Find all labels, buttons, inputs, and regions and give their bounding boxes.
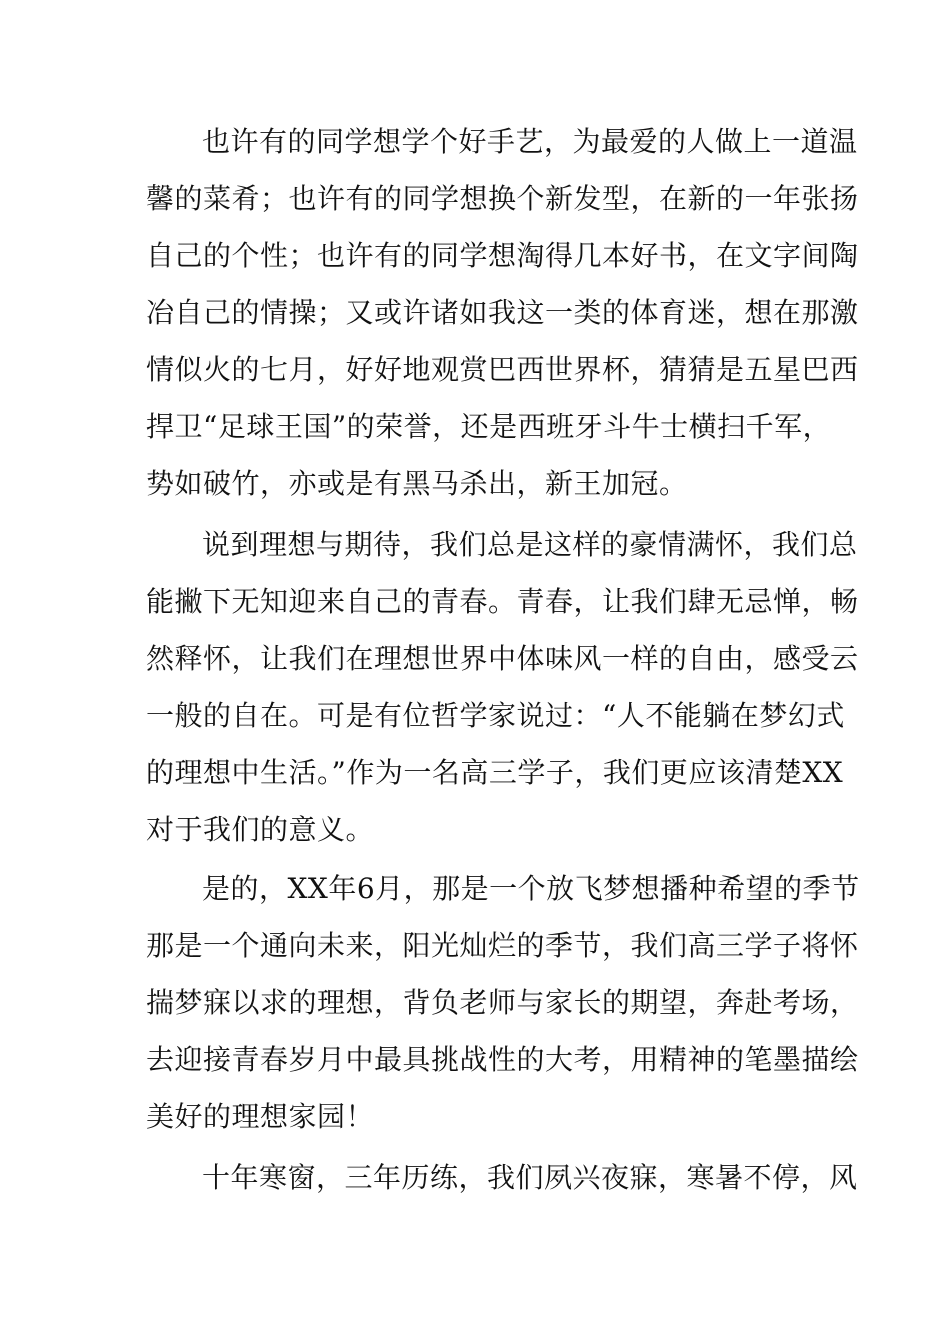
- paragraph-1-line-1: 也许有的同学想学个好手艺，为最爱的人做上一道温: [202, 125, 858, 158]
- paragraph-1-line-7: 势如破竹，亦或是有黑马杀出，新王加冠。: [146, 467, 688, 500]
- paragraph-2-line-6: 对于我们的意义。: [146, 813, 375, 846]
- paragraph-2-line-5: 的理想中生活。”作为一名高三学子，我们更应该清楚XX: [146, 756, 844, 789]
- paragraph-3-line-1: 是的，XX年6月，那是一个放飞梦想播种希望的季节: [202, 872, 860, 905]
- paragraph-3-line-2: 那是一个通向未来，阳光灿烂的季节，我们高三学子将怀: [146, 929, 859, 962]
- paragraph-4-line-1: 十年寒窗，三年历练，我们夙兴夜寐，寒暑不停，风: [202, 1161, 858, 1194]
- paragraph-2-line-2: 能撇下无知迎来自己的青春。青春，让我们肆无忌惮，畅: [146, 585, 859, 618]
- paragraph-1-line-5: 情似火的七月，好好地观赏巴西世界杯，猜猜是五星巴西: [146, 353, 859, 386]
- paragraph-3-line-3: 揣梦寐以求的理想，背负老师与家长的期望，奔赴考场，: [146, 986, 859, 1019]
- paragraph-1-line-4: 冶自己的情操；又或许诸如我这一类的体育迷，想在那激: [146, 296, 859, 329]
- paragraph-1-line-2: 馨的菜肴；也许有的同学想换个新发型，在新的一年张扬: [146, 182, 859, 215]
- paragraph-2-line-1: 说到理想与期待，我们总是这样的豪情满怀，我们总: [202, 528, 858, 561]
- paragraph-3-line-5: 美好的理想家园！: [146, 1100, 375, 1133]
- paragraph-3-line-4: 去迎接青春岁月中最具挑战性的大考，用精神的笔墨描绘: [146, 1043, 859, 1076]
- paragraph-1-line-3: 自己的个性；也许有的同学想淘得几本好书，在文字间陶: [146, 239, 859, 272]
- paragraph-2-line-3: 然释怀，让我们在理想世界中体味风一样的自由，感受云: [146, 642, 859, 675]
- paragraph-1-line-6: 捍卫“足球王国”的荣誉，还是西班牙斗牛士横扫千军，: [146, 410, 832, 443]
- paragraph-2-line-4: 一般的自在。可是有位哲学家说过：“人不能躺在梦幻式: [146, 699, 845, 732]
